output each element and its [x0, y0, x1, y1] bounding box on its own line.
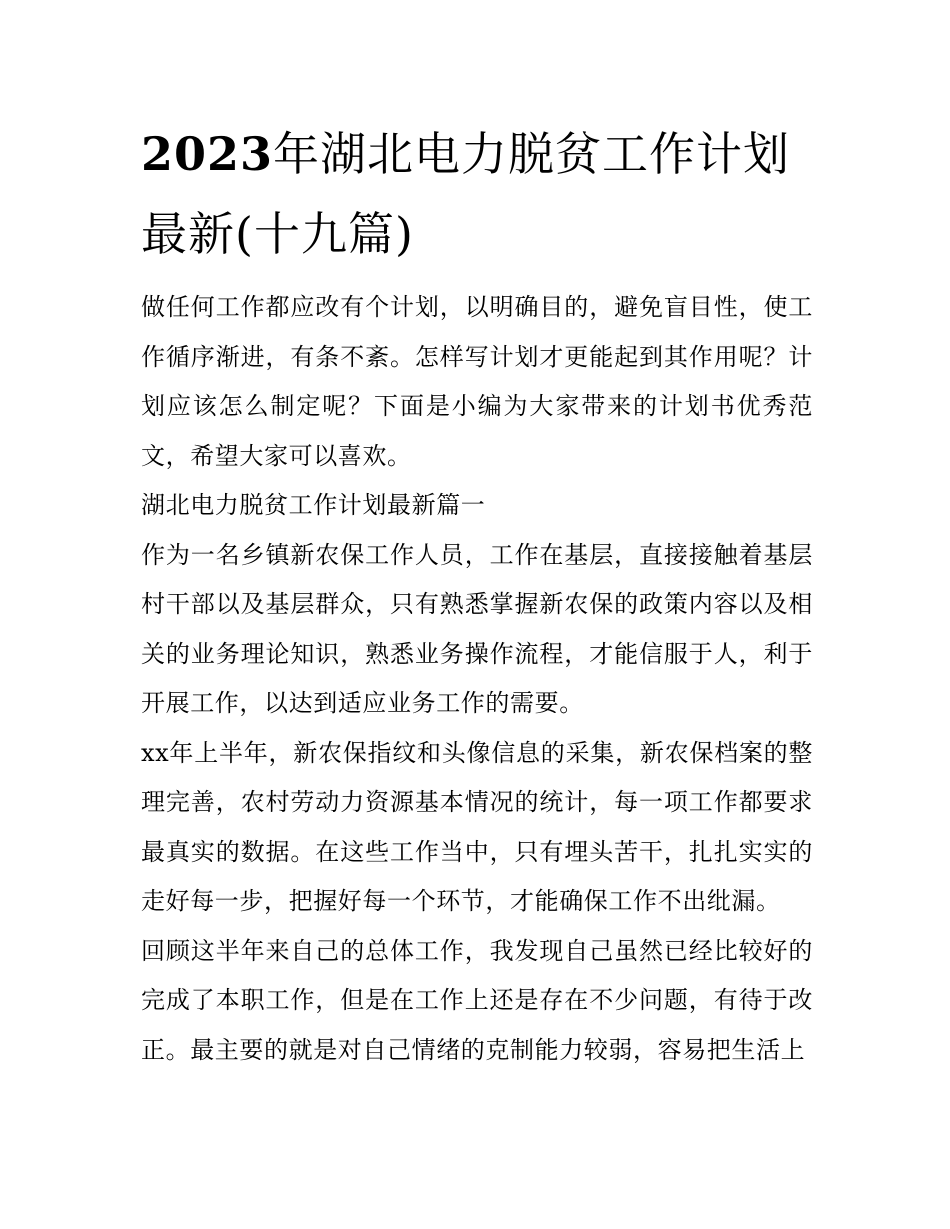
title-year: 2023 — [141, 127, 274, 181]
body-paragraph: xx年上半年，新农保指纹和头像信息的采集，新农保档案的整理完善，农村劳动力资源基本情况的统计，每一项工作都要求最真实的数据。在这些工作当中，只有埋头苦干，扎扎实实的走好每一步，把握好每一个环节，才能确保工作不出纰漏。 — [141, 738, 813, 915]
document-body — [141, 114, 813, 1075]
intro-paragraph: 做任何工作都应改有个计划，以明确目的，避免盲目性，使工作循序渐进，有条不紊。怎样写计划才更能起到其作用呢？计划应该怎么制定呢？下面是小编为大家带来的计划书优秀范文，希望大家可以喜欢。 — [141, 293, 813, 470]
body-paragraph: 作为一名乡镇新农保工作人员，工作在基层，直接接触着基层村干部以及基层群众，只有熟悉掌握新农保的政策内容以及相关的业务理论知识，熟悉业务操作流程，才能信服于人，利于开展工作，以达到适应业务工作的需要。 — [141, 540, 813, 717]
title-text: 年湖北电力脱贫工作计划最新(十九篇) — [141, 127, 791, 261]
section-heading: 湖北电力脱贫工作计划最新篇一 — [141, 491, 486, 519]
body-paragraph: 回顾这半年来自己的总体工作，我发现自己虽然已经比较好的完成了本职工作，但是在工作上还是存在不少问题，有待于改正。最主要的就是对自己情绪的克制能力较弱，容易把生活上 — [141, 936, 813, 1064]
document-title — [141, 114, 813, 274]
